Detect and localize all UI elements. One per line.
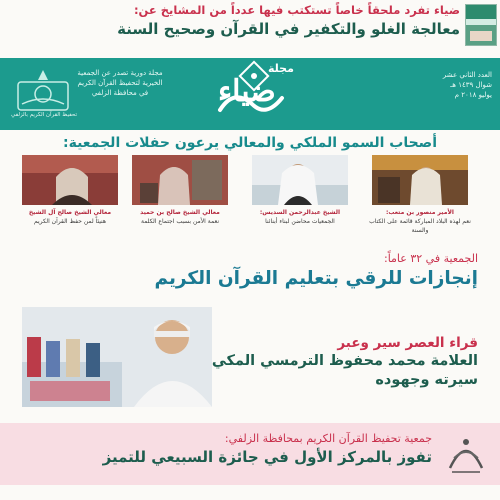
quraa-scholar-name: العلامة محمد محفوظ الترمسي المكي	[211, 353, 478, 369]
patron-caption: معالي الشيخ صالح آل الشيخ هنيئاً لمن حفظ القرآن الكريم	[28, 209, 112, 225]
patrons-heading: أصحاب السمو الملكي والمعالي يرعون حفلات الجمعية:	[63, 135, 437, 151]
achievements-subtitle: الجمعية في ٣٢ عاماً:	[383, 252, 478, 265]
patron-caption: معالي الشيخ صالح بن حميد نعمة الأمن بسبب اجتماع الكلمة	[140, 209, 220, 225]
patron-photo	[252, 155, 348, 205]
achievements-title: إنجازات للرقي بتعليم القرآن الكريم	[154, 268, 478, 289]
patron-caption: الأمير منصور بن متعب: نعم لهذه البلاد المباركة قائمة على الكتاب والسنة	[369, 209, 471, 234]
award-intro: جمعية تحفيظ القرآن الكريم بمحافظة الزلفي:	[224, 432, 432, 445]
cover-thumbnail	[465, 4, 497, 46]
magazine-title: ضياء	[218, 74, 276, 109]
issue-info: العدد الثاني عشر شوال ١٤٣٩ هـ يوليو ٢٠١٨ م	[442, 71, 492, 99]
patron-photo	[372, 155, 468, 205]
award-headline: تفوز بالمركز الأول في جائزة السبيعي للتميز	[102, 448, 432, 466]
magazine-label: مجلة	[268, 62, 294, 75]
quraa-section-title: قراء العصر سير وعبر	[337, 335, 478, 351]
patron-caption: الشيخ عبدالرحمن السديس: الجمعيات محاضن لبناء أبنائنا	[259, 209, 341, 225]
association-name: تحفيظ القرآن الكريم بالزلفي	[10, 112, 77, 118]
patron-photo	[22, 155, 118, 205]
top-headline-intro: ضياء تفرد ملحقاً خاصاً تستكتب فيها عدداً من المشايخ عن:	[133, 3, 460, 17]
magazine-description: مجلة دورية تصدر عن الجمعية الخيرية لتحفيظ القرآن الكريم في محافظة الزلفي	[77, 69, 163, 97]
quraa-subtitle: سيرته وجهوده	[375, 372, 478, 388]
top-headline-main: معالجة الغلو والتكفير في القرآن وصحيح السنة	[117, 20, 460, 38]
scholar-photo	[22, 307, 212, 407]
patron-photo	[132, 155, 228, 205]
award-calligraphy-logo-icon	[440, 428, 492, 480]
